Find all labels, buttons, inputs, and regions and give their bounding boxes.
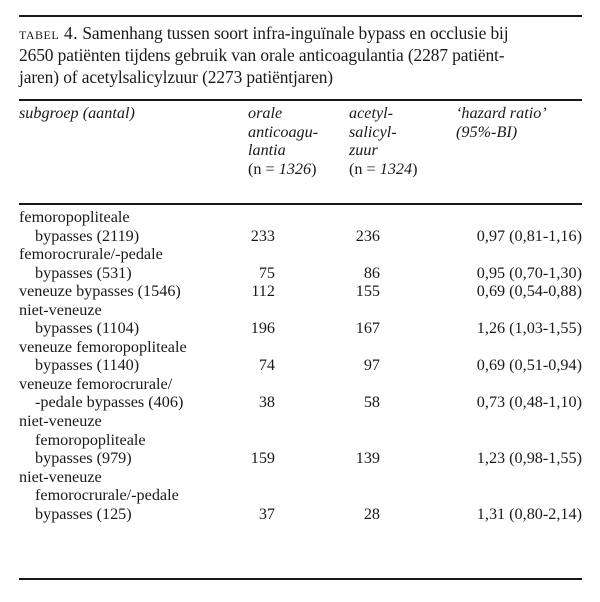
subgroup-label: bypasses (531) (35, 263, 132, 282)
hazard-ratio: 0,69 (0,51-0,94) (476, 356, 582, 375)
hazard-ratio: 0,95 (0,70-1,30) (476, 263, 582, 282)
hazard-ratio: 0,97 (0,81-1,16) (476, 226, 582, 245)
subgroup-label: bypasses (979) (35, 449, 132, 468)
table-row-line (19, 412, 582, 431)
header-top-rule (19, 99, 582, 101)
subgroup-label: veneuze bypasses (1546) (19, 282, 181, 301)
header-oral-anticoagulants: orale anticoagu- lantia (n = 1326) (248, 104, 319, 178)
oral-count: 74 (258, 356, 275, 375)
table-row-line (19, 208, 582, 227)
oral-count: 159 (250, 449, 275, 468)
table-row-line (19, 319, 582, 338)
table-row-line (19, 393, 582, 412)
header-bottom-rule (19, 203, 582, 205)
caption-label: tabel 4. (19, 23, 79, 43)
table-row-line (19, 338, 582, 357)
hazard-ratio: 0,73 (0,48-1,10) (476, 393, 582, 412)
subgroup-label: femorocrurale/-pedale (19, 245, 163, 264)
asa-count: 236 (355, 226, 380, 245)
oral-count: 112 (251, 282, 275, 301)
subgroup-label: -pedale bypasses (406) (35, 393, 184, 412)
top-rule (19, 15, 582, 17)
asa-count: 86 (363, 263, 380, 282)
oral-count: 38 (258, 393, 275, 412)
oral-count: 75 (258, 263, 275, 282)
hazard-ratio: 1,31 (0,80-2,14) (476, 504, 582, 523)
asa-count: 97 (363, 356, 380, 375)
subgroup-label: veneuze femorocrurale/ (19, 374, 173, 393)
asa-count: 167 (355, 319, 380, 338)
oral-count: 196 (250, 319, 275, 338)
oral-count: 37 (258, 504, 275, 523)
table-row-line (19, 486, 582, 505)
subgroup-label: bypasses (125) (35, 504, 132, 523)
table-row-line (19, 301, 582, 320)
table-row-line (19, 227, 582, 246)
bottom-rule (19, 578, 582, 580)
oral-count: 233 (250, 226, 275, 245)
table-row-line (19, 375, 582, 394)
subgroup-label: femorocrurale/-pedale (35, 486, 179, 505)
subgroup-label: niet-veneuze (19, 300, 102, 319)
hazard-ratio: 1,26 (1,03-1,55) (476, 319, 582, 338)
subgroup-label: veneuze femoropopliteale (19, 337, 187, 356)
subgroup-label: bypasses (1104) (35, 319, 140, 338)
table-row-line (19, 449, 582, 468)
table-row-line (19, 356, 582, 375)
header-hazard-ratio: ‘hazard ratio’ (95%-BI) (456, 104, 547, 141)
hazard-ratio: 1,23 (0,98-1,55) (476, 449, 582, 468)
subgroup-label: femoropopliteale (19, 208, 130, 226)
header-acetylsalicylic-acid: acetyl- salicyl- zuur (n = 1324) (349, 104, 418, 178)
asa-count: 139 (355, 449, 380, 468)
table-row-line (19, 282, 582, 301)
table-row-line (19, 245, 582, 264)
header-subgroup: subgroep (aantal) (19, 104, 135, 122)
caption-text-1: Samenhang tussen soort infra-inguïnale bypass en occlusie bij (82, 23, 509, 43)
asa-count: 58 (363, 393, 380, 412)
subgroup-label: niet-veneuze (19, 467, 102, 486)
table-row-line (19, 431, 582, 450)
subgroup-label: femoropopliteale (35, 430, 146, 449)
caption-text-3: jaren) of acetylsalicylzuur (2273 patiëntjaren) (19, 67, 333, 87)
table-row-line (19, 264, 582, 283)
table-row-line (19, 505, 582, 524)
subgroup-label: bypasses (1140) (35, 356, 140, 375)
subgroup-label: niet-veneuze (19, 412, 102, 431)
subgroup-label: bypasses (2119) (35, 226, 140, 245)
table-caption (19, 22, 585, 88)
asa-count: 28 (363, 504, 380, 523)
hazard-ratio: 0,69 (0,54-0,88) (476, 282, 582, 301)
table-body (19, 208, 582, 523)
asa-count: 155 (355, 282, 380, 301)
caption-text-2: 2650 patiënten tijdens gebruik van orale anticoagulantia (2287 patiënt- (19, 45, 505, 65)
table-row-line (19, 468, 582, 487)
